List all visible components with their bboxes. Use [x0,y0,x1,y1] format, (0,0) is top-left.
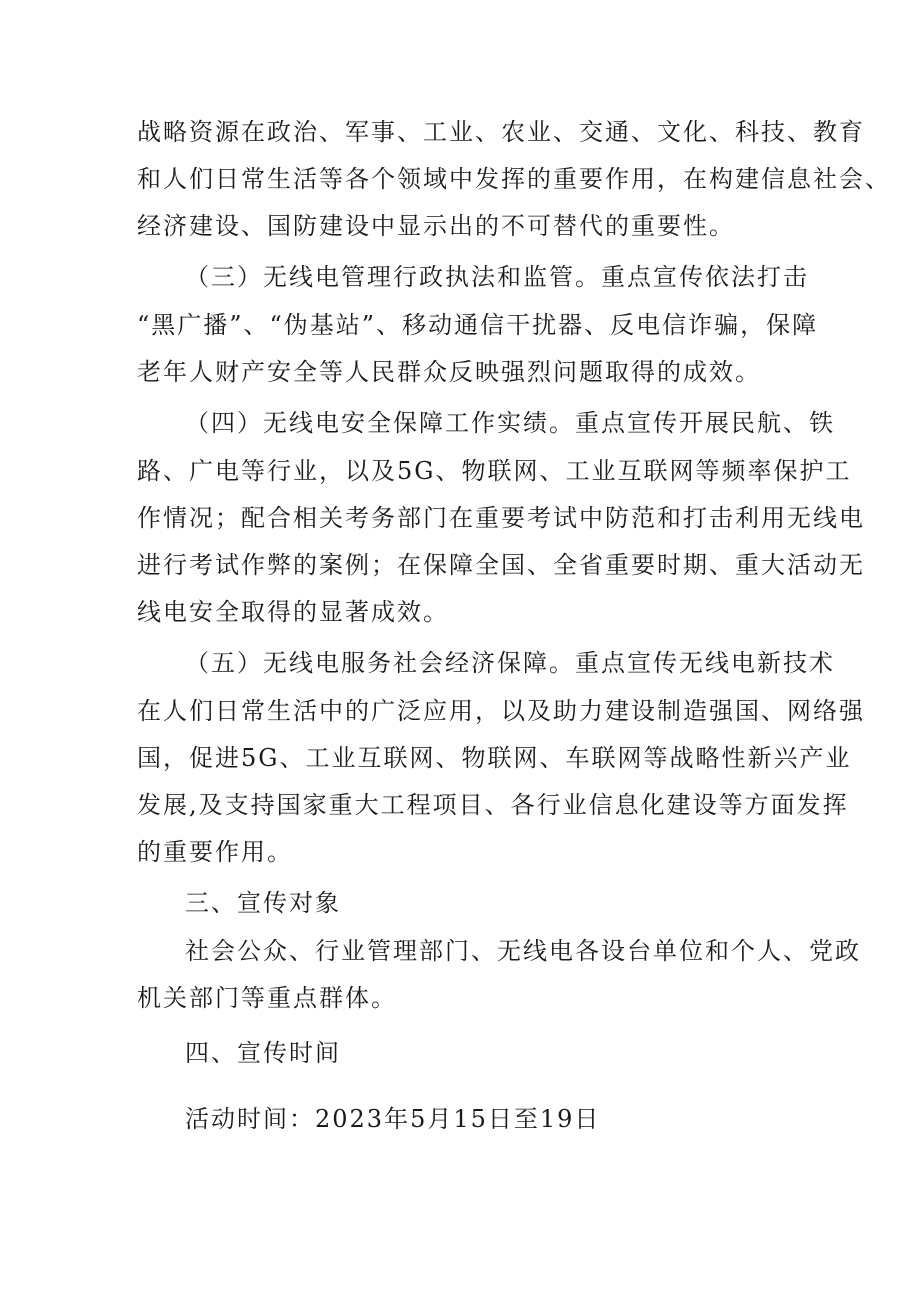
section-heading-four-paren: （四）无线电安全保障工作实绩。重点宣传开展民航、铁 [185,409,835,437]
text-line: 的重要作用。 [137,838,293,866]
text-line: 发展,及支持国家重大工程项目、各行业信息化建设等方面发挥 [137,791,849,819]
section-heading-time: 四、宣传时间 [185,1039,341,1067]
text-line: 路、广电等行业，以及5G、物联网、工业互联网等频率保护工 [137,457,852,485]
text-line: 和人们日常生活等各个领域中发挥的重要作用，在构建信息社会、 [137,165,891,193]
text-line: 作情况；配合相关考务部门在重要考试中防范和打击利用无线电 [137,504,865,532]
section-heading-three-paren: （三）无线电管理行政执法和监管。重点宣传依法打击 [185,263,809,291]
text-line: 战略资源在政治、军事、工业、农业、交通、文化、科技、教育 [137,118,865,146]
text-line: 经济建设、国防建设中显示出的不可替代的重要性。 [137,212,735,240]
text-line: 线电安全取得的显著成效。 [137,598,449,626]
text-line: 进行考试作弊的案例；在保障全国、全省重要时期、重大活动无 [137,551,865,579]
activity-time-line: 活动时间：2023年5月15日至19日 [185,1105,601,1133]
text-line: 国，促进5G、工业互联网、物联网、车联网等战略性新兴产业 [137,744,852,772]
text-line: “黑广播”、“伪基站”、移动通信干扰器、反电信诈骗，保障 [137,311,819,339]
text-line: 社会公众、行业管理部门、无线电各设台单位和个人、党政 [185,937,861,965]
text-line: 机关部门等重点群体。 [137,984,397,1012]
text-line: 在人们日常生活中的广泛应用，以及助力建设制造强国、网络强 [137,697,865,725]
text-line: 老年人财产安全等人民群众反映强烈问题取得的成效。 [137,358,761,386]
section-heading-audience: 三、宣传对象 [185,889,341,917]
section-heading-five-paren: （五）无线电服务社会经济保障。重点宣传无线电新技术 [185,649,835,677]
